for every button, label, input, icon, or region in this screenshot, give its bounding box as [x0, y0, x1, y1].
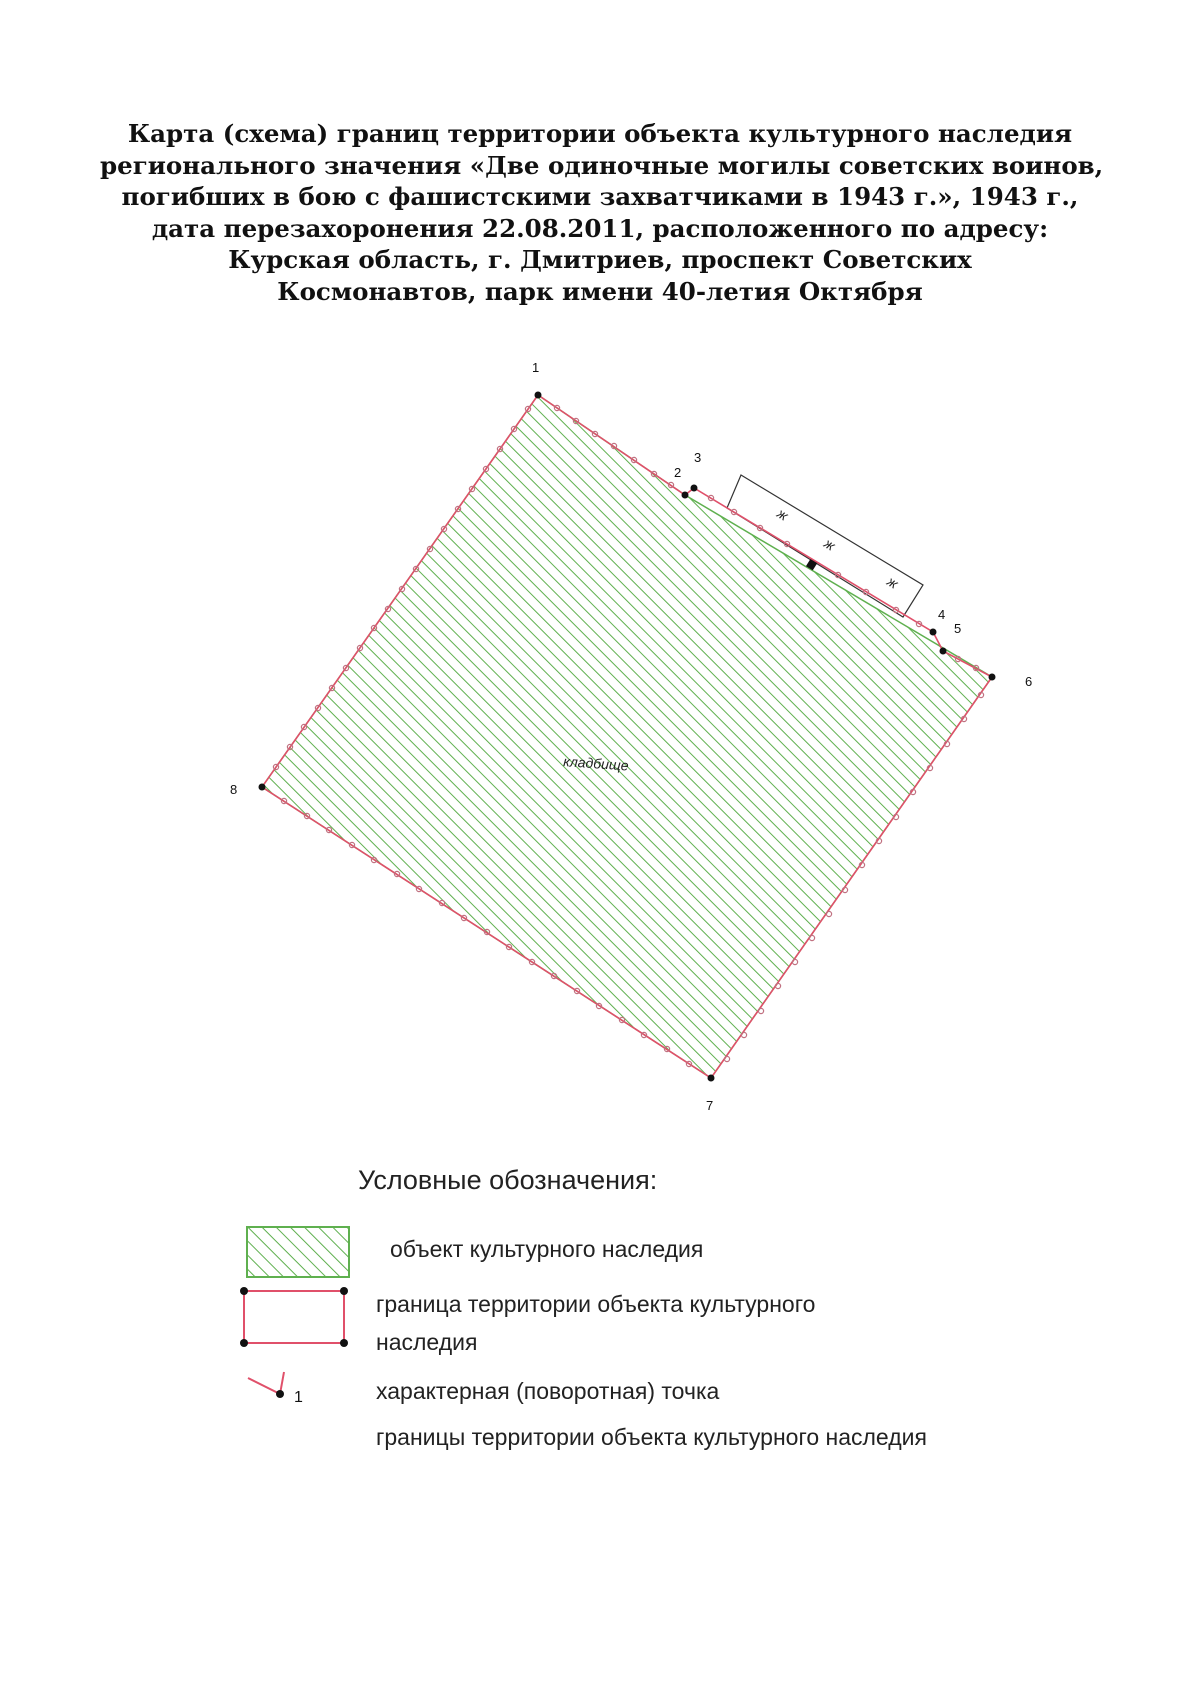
- turning-point-8: [259, 784, 266, 791]
- heritage-object-area: [262, 395, 992, 1078]
- turning-point-3: [691, 485, 698, 492]
- title-line-1: Карта (схема) границ территории объекта культурного наследия: [127, 119, 1073, 148]
- vertex-label-6: 6: [1025, 674, 1033, 689]
- legend-boundary-label-1: граница территории объекта культурного: [376, 1291, 816, 1317]
- vertex-label-2: 2: [674, 465, 682, 480]
- title-line-6: Космонавтов, парк имени 40-летия Октября: [277, 276, 923, 306]
- turning-point-7: [708, 1075, 715, 1082]
- vertex-label-3: 3: [694, 450, 702, 465]
- legend-heritage-swatch: [246, 1226, 350, 1278]
- title-line-2: регионального значения «Две одиночные могилы советских воинов,: [100, 150, 1104, 180]
- legend-boundary-swatch: [238, 1285, 358, 1353]
- vertex-label-8: 8: [230, 782, 238, 797]
- legend-point-label-1: характерная (поворотная) точка: [376, 1378, 720, 1404]
- title-line-4: дата перезахоронения 22.08.2011, расположенного по адресу:: [151, 213, 1049, 243]
- turning-point-6: [989, 674, 996, 681]
- legend-point-label-2: границы территории объекта культурного наследия: [376, 1424, 927, 1450]
- turning-point-5: [940, 648, 947, 655]
- turning-point-1: [535, 392, 542, 399]
- legend-boundary-label-2: наследия: [376, 1329, 478, 1355]
- turning-point-2: [682, 492, 689, 499]
- vertex-label-7: 7: [706, 1098, 714, 1113]
- building-mark-3: ж: [884, 572, 902, 592]
- vertex-label-1: 1: [532, 360, 540, 375]
- vertex-label-5: 5: [954, 621, 962, 636]
- legend-point-swatch: [246, 1370, 316, 1410]
- title-line-3: погибших в бою с фашистскими захватчиками в 1943 г.», 1943 г.,: [121, 182, 1079, 211]
- legend-point-sample-label: 1: [294, 1389, 303, 1406]
- turning-point-4: [930, 629, 937, 636]
- legend-heritage-label: объект культурного наследия: [390, 1236, 704, 1262]
- cemetery-label: кладбище: [562, 753, 630, 774]
- vertex-label-4: 4: [938, 607, 946, 622]
- legend-title: Условные обозначения:: [358, 1165, 658, 1195]
- title-line-5: Курская область, г. Дмитриев, проспект Советских: [228, 245, 972, 274]
- building-mark-2: ж: [821, 534, 839, 554]
- building-mark-1: ж: [774, 504, 792, 524]
